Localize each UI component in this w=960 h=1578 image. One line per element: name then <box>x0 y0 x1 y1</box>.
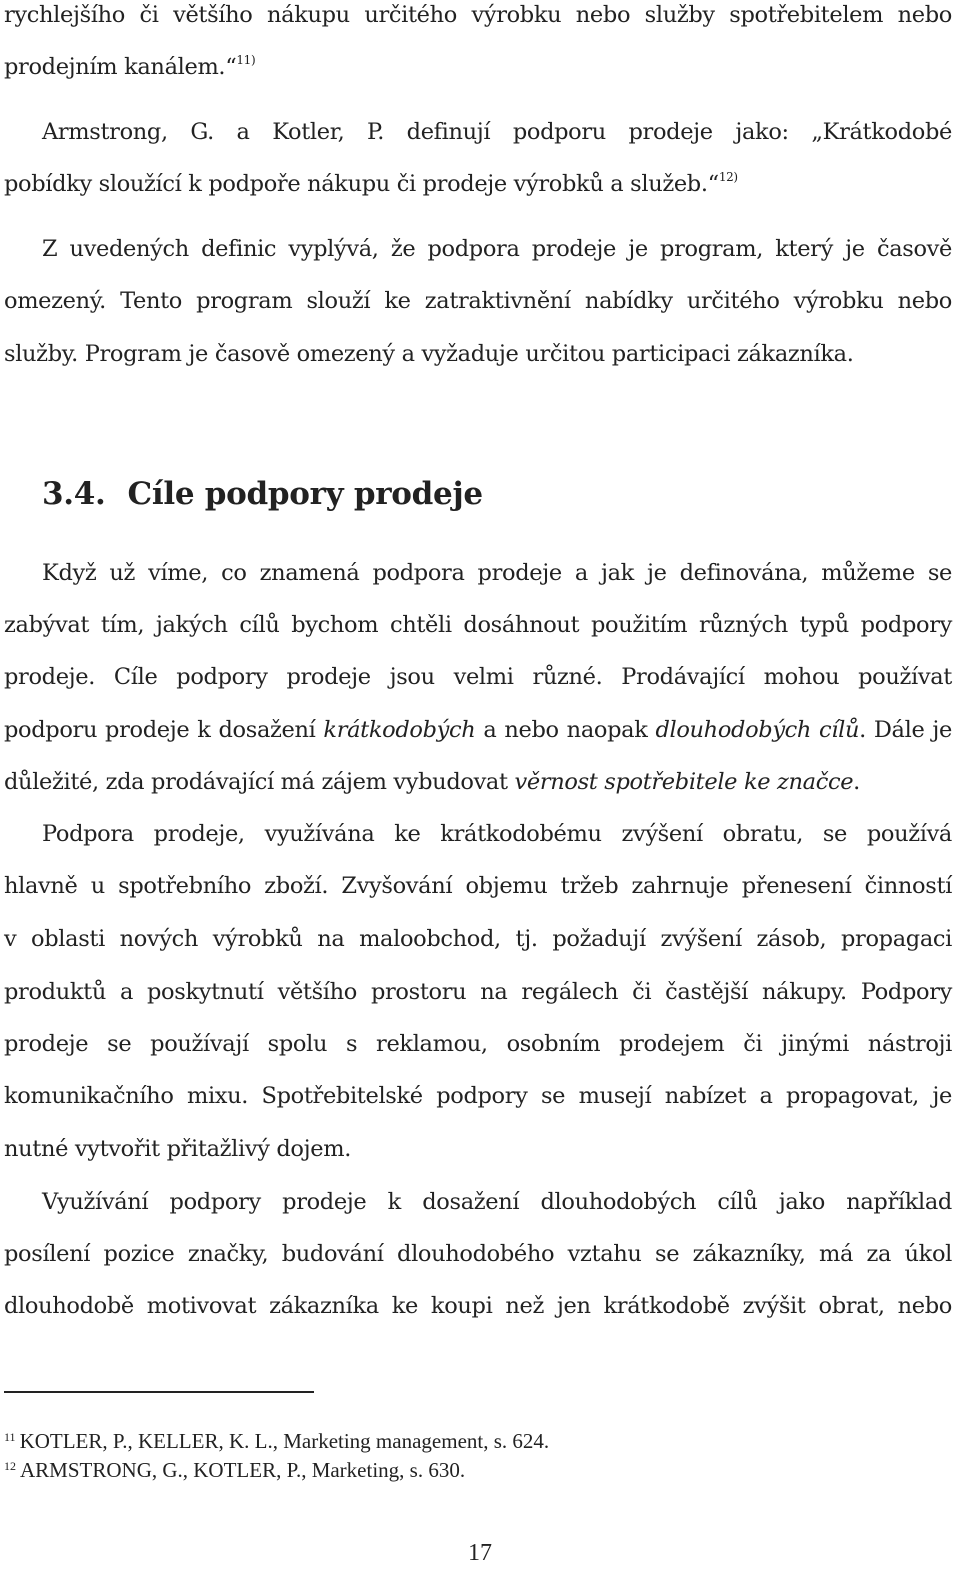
text-run: dlouhodobě motivovat zákazníka ke koupi než jen krátkodobě zvýšit obrat, nebo <box>4 1293 952 1319</box>
body-line <box>4 1081 952 1111</box>
italic-text-run: dlouhodobých cílů <box>655 717 860 743</box>
body-line <box>4 1187 952 1217</box>
page-number: 17 <box>468 1540 492 1566</box>
text-run: pobídky sloužící k podpoře nákupu či prodeje výrobků a služeb.“ <box>4 171 719 197</box>
body-line <box>4 924 952 954</box>
text-run: omezený. Tento program slouží ke zatraktivnění nabídky určitého výrobku nebo <box>4 288 952 314</box>
footnote-separator <box>4 1391 314 1393</box>
footnote-text: KOTLER, P., KELLER, K. L., Marketing management, s. 624. <box>19 1429 550 1453</box>
text-run: . Dále je <box>859 717 952 743</box>
body-line <box>4 52 952 82</box>
text-run: rychlejšího či většího nákupu určitého výrobku nebo služby spotřebitelem nebo <box>4 2 952 28</box>
body-line <box>4 871 952 901</box>
body-line <box>4 286 952 316</box>
body-line <box>4 339 952 369</box>
body-line <box>4 558 952 588</box>
text-run: podporu prodeje k dosažení <box>4 717 324 743</box>
text-run: nutné vytvořit přitažlivý dojem. <box>4 1136 352 1162</box>
section-number: 3.4. <box>42 476 106 512</box>
text-run: prodeje se používají spolu s reklamou, osobním prodejem či jinými nástroji <box>4 1031 952 1057</box>
body-line <box>4 0 952 30</box>
text-run: v oblasti nových výrobků na maloobchod, tj. požadují zvýšení zásob, propagaci <box>4 926 952 952</box>
footnote-reference: 12) <box>718 170 738 184</box>
text-run: Když už víme, co znamená podpora prodeje a jak je definována, můžeme se <box>42 560 952 586</box>
italic-text-run: věrnost spotřebitele ke značce <box>514 769 854 795</box>
footnote <box>4 1424 549 1454</box>
text-run: Armstrong, G. a Kotler, P. definují podporu prodeje jako: „Krátkodobé <box>42 119 952 145</box>
body-line <box>4 169 952 199</box>
body-line <box>4 819 952 849</box>
body-line <box>4 117 952 147</box>
footnote-number: 11 <box>4 1430 16 1444</box>
body-line <box>4 767 952 797</box>
section-title: Cíle podpory prodeje <box>127 476 483 512</box>
text-run: prodejním kanálem.“ <box>4 54 237 80</box>
text-run: prodeje. Cíle podpory prodeje jsou velmi různé. Prodávající mohou používat <box>4 664 952 690</box>
text-run: Podpora prodeje, využívána ke krátkodobému zvýšení obratu, se používá <box>42 821 952 847</box>
body-line <box>4 1134 952 1164</box>
text-run: Využívání podpory prodeje k dosažení dlouhodobých cílů jako například <box>42 1189 952 1215</box>
footnote-reference: 11) <box>236 53 256 67</box>
footnote-text: ARMSTRONG, G., KOTLER, P., Marketing, s. 630. <box>20 1458 466 1482</box>
body-line <box>4 1239 952 1269</box>
body-line <box>4 1291 952 1321</box>
body-line <box>4 715 952 745</box>
section-heading <box>42 474 483 514</box>
text-run: Z uvedených definic vyplývá, že podpora prodeje je program, který je časově <box>42 236 952 262</box>
body-line <box>4 610 952 640</box>
body-line <box>4 977 952 1007</box>
footnote <box>4 1453 465 1483</box>
body-line <box>4 662 952 692</box>
text-run: posílení pozice značky, budování dlouhodobého vztahu se zákazníky, má za úkol <box>4 1241 952 1267</box>
text-run: . <box>853 769 860 795</box>
body-line <box>4 234 952 264</box>
text-run: zabývat tím, jakých cílů bychom chtěli dosáhnout použitím různých typů podpory <box>4 612 952 638</box>
text-run: důležité, zda prodávající má zájem vybudovat <box>4 769 515 795</box>
text-run: produktů a poskytnutí většího prostoru na regálech či častější nákupy. Podpory <box>4 979 952 1005</box>
footnote-number: 12 <box>4 1459 16 1473</box>
italic-text-run: krátkodobých <box>323 717 476 743</box>
body-line <box>4 1029 952 1059</box>
text-run: a nebo naopak <box>475 717 656 743</box>
text-run: hlavně u spotřebního zboží. Zvyšování objemu tržeb zahrnuje přenesení činností <box>4 873 952 899</box>
text-run: komunikačního mixu. Spotřebitelské podpory se musejí nabízet a propagovat, je <box>4 1083 952 1109</box>
text-run: služby. Program je časově omezený a vyžaduje určitou participaci zákazníka. <box>4 341 854 367</box>
